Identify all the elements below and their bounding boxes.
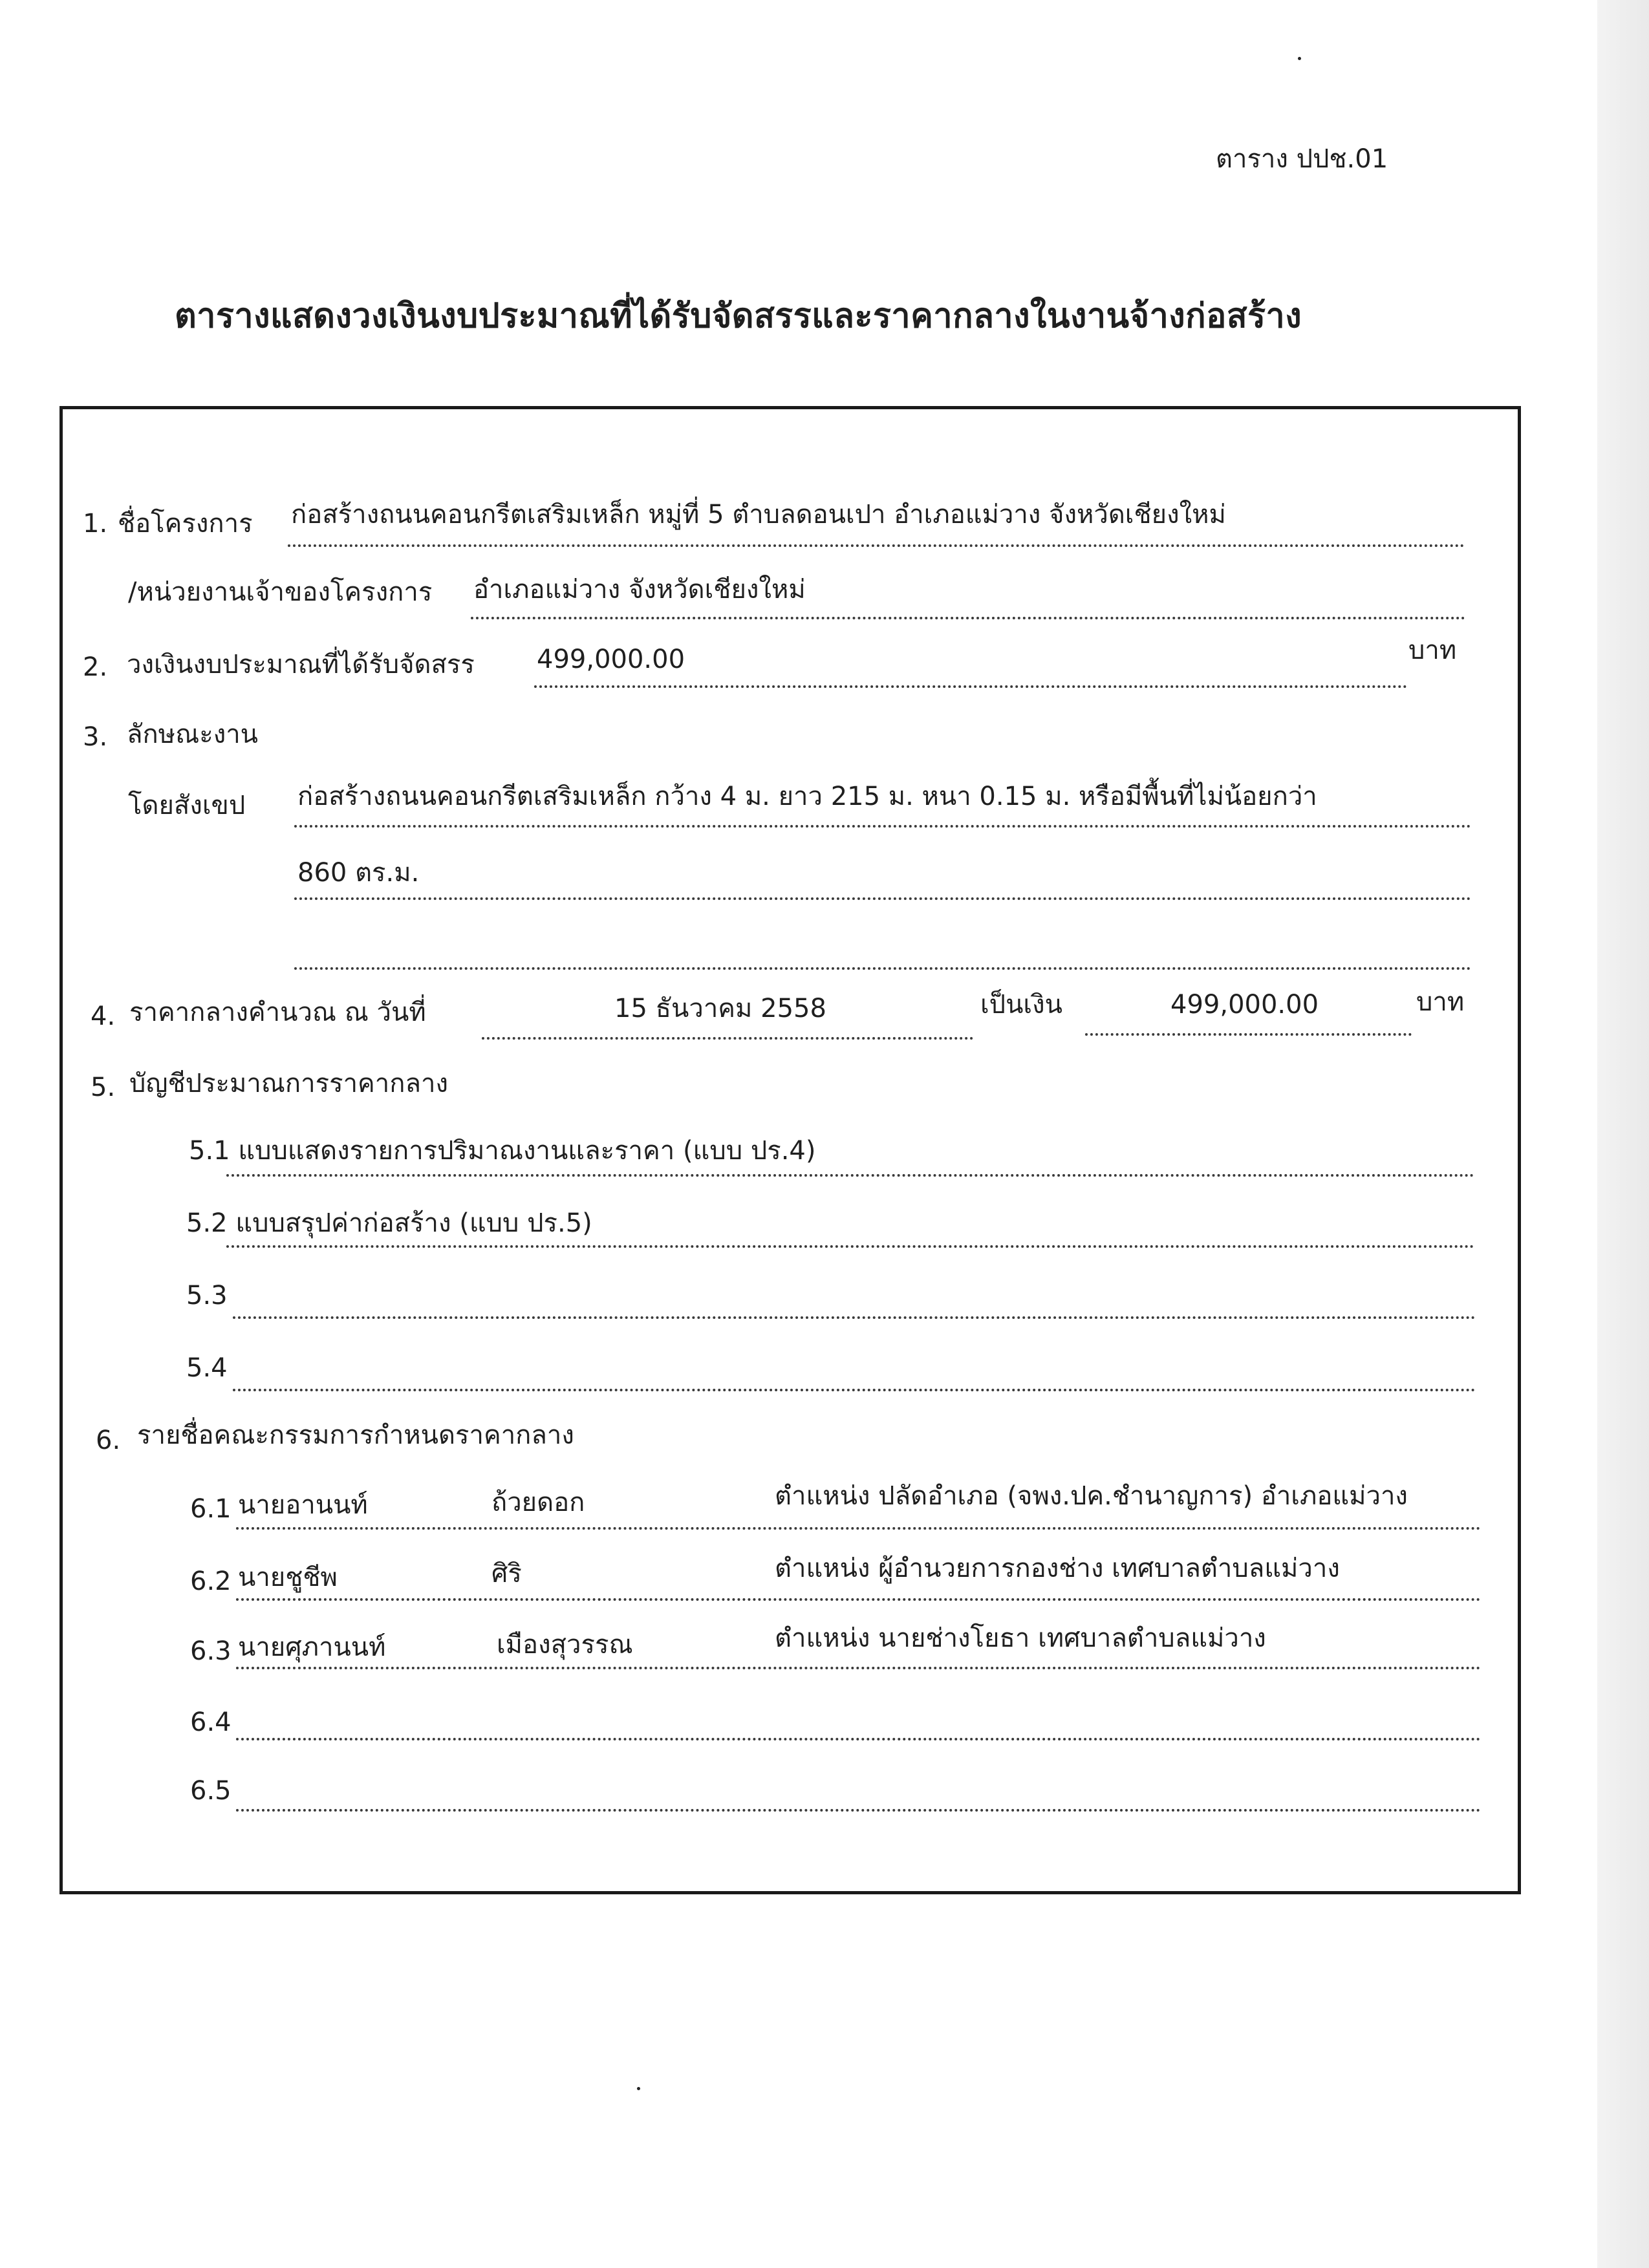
- median-price-date: 15 ธันวาคม 2558: [614, 994, 826, 1023]
- scan-speck: [1298, 57, 1301, 60]
- budget-unit: บาท: [1408, 636, 1457, 665]
- committee-member-last-name: ถ้วยดอก: [491, 1488, 585, 1517]
- committee-member-line: [236, 1738, 1481, 1740]
- committee-member-number: 6.3: [190, 1636, 232, 1666]
- summary-dotted-line-3: [294, 967, 1471, 970]
- summary-line-1: ก่อสร้างถนนคอนกรีตเสริมเหล็ก กว้าง 4 ม. ยาว 215 ม. หนา 0.15 ม. หรือมีพื้นที่ไม่น้อยกว่า: [297, 782, 1317, 811]
- project-name-line: [288, 544, 1465, 547]
- project-name-value: ก่อสร้างถนนคอนกรีตเสริมเหล็ก หมู่ที่ 5 ตำบลดอนเปา อำเภอแม่วาง จังหวัดเชียงใหม่: [291, 500, 1226, 530]
- scan-speck: [637, 2087, 640, 2090]
- median-price-date-label: ราคากลางคำนวณ ณ วันที่: [129, 998, 426, 1027]
- committee-member-position: ตำแหน่ง ผู้อำนวยการกองช่าง เทศบาลตำบลแม่วาง: [775, 1554, 1340, 1583]
- estimate-item-line: [233, 1389, 1476, 1391]
- committee-member-position: ตำแหน่ง นายช่างโยธา เทศบาลตำบลแม่วาง: [775, 1623, 1266, 1653]
- median-price-amount: 499,000.00: [1170, 990, 1319, 1020]
- committee-member-line: [236, 1527, 1481, 1530]
- estimate-item-line: [233, 1316, 1476, 1319]
- summary-label: โดยสังเขป: [128, 791, 246, 820]
- committee-member-position: ตำแหน่ง ปลัดอำเภอ (จพง.ปค.ชำนาญการ) อำเภอแม่วาง: [775, 1481, 1408, 1511]
- estimate-item: 5.4: [186, 1353, 228, 1383]
- work-type-label: ลักษณะงาน: [127, 720, 259, 749]
- section-3-number: 3.: [83, 722, 108, 752]
- estimate-item-line: [226, 1174, 1474, 1177]
- summary-dotted-line-1: [294, 825, 1471, 828]
- summary-dotted-line-2: [294, 897, 1471, 900]
- section-4-number: 4.: [91, 1001, 116, 1031]
- estimate-item-line: [226, 1245, 1474, 1248]
- median-price-amount-line: [1085, 1033, 1412, 1036]
- committee-member-first-name: นายศุภานนท์: [238, 1632, 386, 1662]
- committee-member-line: [236, 1667, 1481, 1669]
- section-6-number: 6.: [96, 1426, 121, 1455]
- section-2-number: 2.: [83, 652, 108, 682]
- committee-member-last-name: ศิริ: [491, 1559, 522, 1589]
- committee-member-first-name: นายชูชีพ: [238, 1563, 338, 1592]
- committee-label: รายชื่อคณะกรรมการกำหนดราคากลาง: [137, 1420, 574, 1450]
- median-price-unit: บาท: [1416, 987, 1465, 1017]
- median-price-amount-label: เป็นเงิน: [980, 990, 1062, 1020]
- committee-member-number: 6.1: [190, 1494, 232, 1524]
- form-code: ตาราง ปปช.01: [1216, 144, 1388, 174]
- summary-line-2: 860 ตร.ม.: [297, 858, 420, 888]
- agency-label: /หน่วยงานเจ้าของโครงการ: [128, 577, 433, 607]
- estimate-item: 5.3: [186, 1281, 228, 1311]
- agency-line: [471, 617, 1465, 619]
- committee-member-line: [236, 1809, 1481, 1812]
- agency-value: อำเภอแม่วาง จังหวัดเชียงใหม่: [473, 575, 806, 604]
- budget-line: [534, 685, 1407, 688]
- budget-label: วงเงินงบประมาณที่ได้รับจัดสรร: [127, 650, 475, 679]
- project-name-label: ชื่อโครงการ: [118, 509, 253, 539]
- committee-member-first-name: นายอานนท์: [238, 1490, 368, 1520]
- estimate-list-label: บัญชีประมาณการราคากลาง: [129, 1069, 448, 1098]
- committee-member-number: 6.4: [190, 1707, 232, 1737]
- estimate-item: 5.1 แบบแสดงรายการปริมาณงานและราคา (แบบ ปร.4): [189, 1136, 816, 1166]
- section-5-number: 5.: [91, 1073, 116, 1102]
- budget-value: 499,000.00: [537, 645, 685, 674]
- page-edge: [1597, 0, 1649, 2268]
- committee-member-number: 6.5: [190, 1776, 232, 1806]
- committee-member-number: 6.2: [190, 1567, 232, 1596]
- median-price-date-line: [482, 1037, 973, 1040]
- committee-member-line: [236, 1598, 1481, 1601]
- estimate-item: 5.2 แบบสรุปค่าก่อสร้าง (แบบ ปร.5): [186, 1208, 592, 1238]
- section-1-number: 1.: [83, 509, 108, 539]
- committee-member-last-name: เมืองสุวรรณ: [497, 1630, 633, 1660]
- document-title: ตารางแสดงวงเงินงบประมาณที่ได้รับจัดสรรและราคากลางในงานจ้างก่อสร้าง: [175, 297, 1302, 336]
